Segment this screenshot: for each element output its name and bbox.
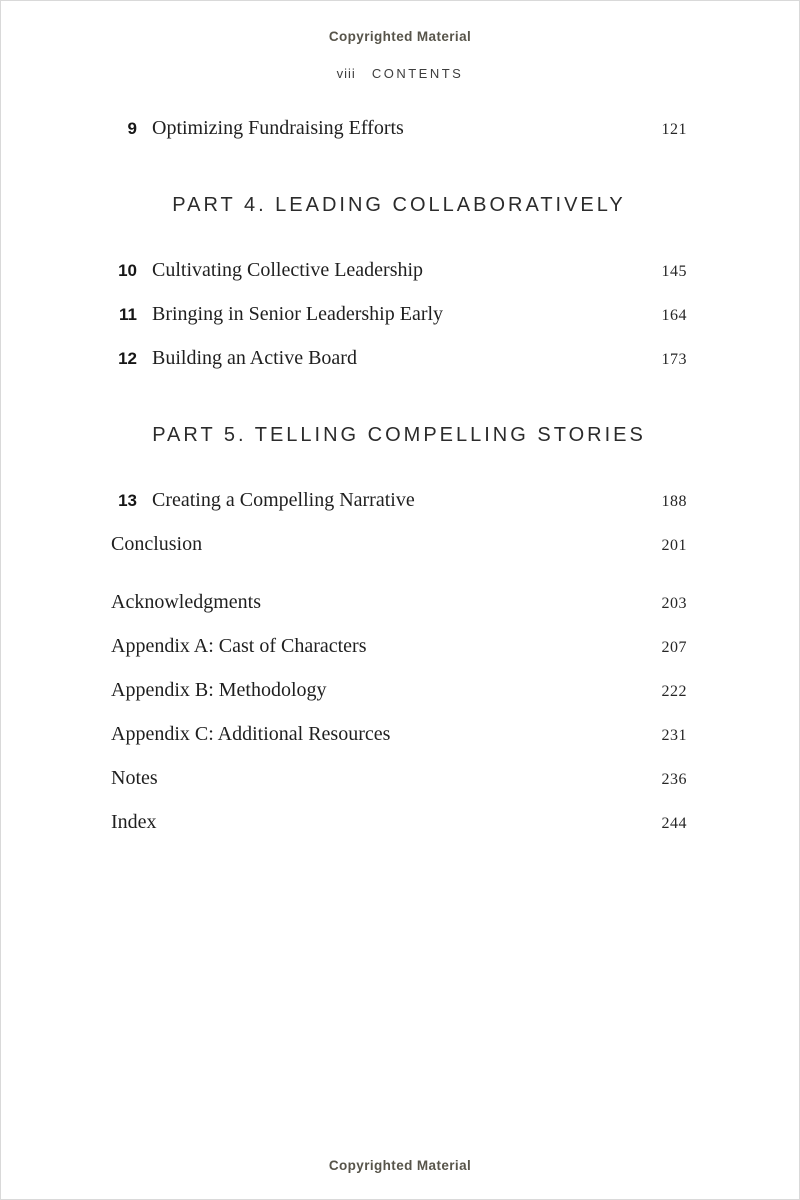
toc-entry-conclusion [111, 533, 687, 557]
entry-title: Appendix C: Additional Resources [111, 723, 391, 745]
chapter-title: Optimizing Fundraising Efforts [152, 117, 404, 139]
running-head [1, 66, 799, 81]
copyright-notice-top: Copyrighted Material [328, 29, 472, 44]
toc-entry-chapter-10 [111, 259, 687, 283]
page-number: 244 [661, 815, 687, 832]
chapter-title: Bringing in Senior Leadership Early [152, 303, 444, 325]
running-head-title: CONTENTS [371, 66, 464, 81]
toc-entry-appendix-c [111, 723, 687, 747]
entry-title: Appendix A: Cast of Characters [111, 635, 367, 657]
page-number: 164 [661, 307, 687, 324]
chapter-number: 13 [118, 491, 137, 510]
entry-title: Acknowledgments [111, 591, 261, 613]
chapter-title: Creating a Compelling Narrative [152, 489, 415, 511]
toc-entry-acknowledgments [111, 591, 687, 615]
page-number: 207 [661, 639, 687, 656]
chapter-number: 9 [127, 119, 137, 138]
chapter-number: 11 [119, 305, 137, 324]
chapter-number: 12 [118, 349, 137, 368]
page-number: 231 [661, 727, 687, 744]
toc-entry-appendix-b [111, 679, 687, 703]
part-4-heading: PART 4. LEADING COLLABORATIVELY [172, 194, 626, 216]
copyright-notice-bottom: Copyrighted Material [328, 1158, 472, 1173]
page-number: 145 [661, 263, 687, 280]
page-number: 121 [661, 121, 687, 138]
chapter-title: Cultivating Collective Leadership [152, 259, 424, 281]
page-number: 201 [661, 537, 687, 554]
page-number: 173 [661, 351, 687, 368]
part-5-heading: PART 5. TELLING COMPELLING STORIES [152, 424, 646, 446]
entry-title: Index [111, 811, 157, 833]
page-folio: viii [336, 66, 356, 81]
toc-entry-appendix-a [111, 635, 687, 659]
entry-title: Conclusion [111, 533, 203, 555]
toc-entry-chapter-9 [111, 117, 687, 141]
entry-title: Notes [111, 767, 158, 789]
page-number: 203 [661, 595, 687, 612]
toc-entry-chapter-13 [111, 489, 687, 513]
chapter-number: 10 [118, 261, 137, 280]
chapter-title: Building an Active Board [152, 347, 357, 369]
toc-entry-index [111, 811, 687, 835]
page-number: 222 [661, 683, 687, 700]
table-of-contents [111, 117, 687, 835]
toc-entry-chapter-11 [111, 303, 687, 327]
entry-title: Appendix B: Methodology [111, 679, 327, 701]
toc-entry-chapter-12 [111, 347, 687, 371]
page-number: 236 [661, 771, 687, 788]
page-number: 188 [661, 493, 687, 510]
toc-entry-notes [111, 767, 687, 791]
